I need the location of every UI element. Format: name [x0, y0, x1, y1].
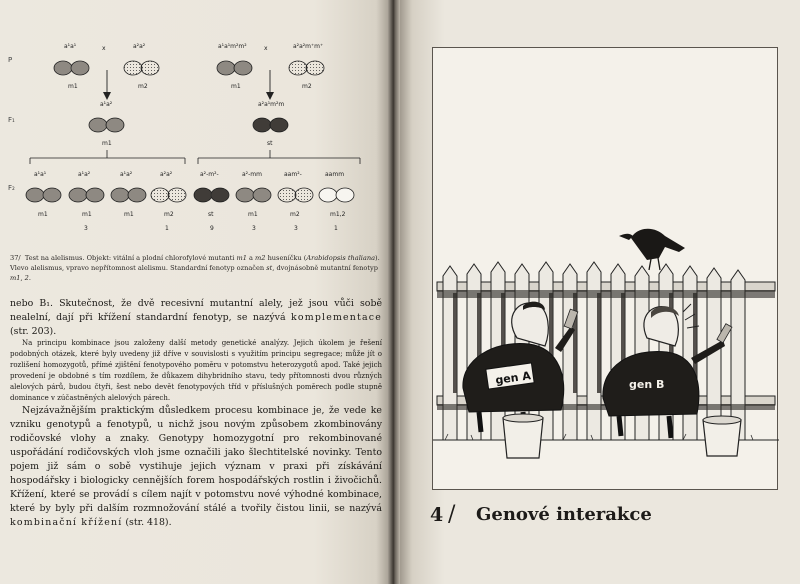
row-label-p: P [8, 56, 13, 64]
caption-m12: m1, 2 [10, 274, 29, 282]
leaf-pair-f2-2 [69, 188, 104, 202]
caption-text-1: Test na alelismus. Objekt: vitální a plodní chlorofylové mutanti [24, 254, 237, 262]
f2-right-bracket [198, 150, 360, 164]
p-right-phenotype-2: m2 [302, 83, 312, 90]
p-left-genotype-2: a²a² [133, 43, 146, 50]
left-page [0, 0, 392, 584]
f2-genotype-2: a¹a² [78, 171, 91, 178]
ratio-left-2: 1 [165, 225, 169, 232]
leaf-pair-p-right-1 [217, 61, 252, 75]
leaf-pair-f2-3 [111, 188, 146, 202]
leaf-pair-f1-left [89, 118, 124, 132]
caption-text-4: ). Vlevo alelismus, vpravo nepřítomnost alelismu. Standardní fenotyp označen [10, 254, 380, 272]
p-right-phenotype-1: m1 [231, 83, 241, 90]
label-gen-a: gen A [494, 369, 532, 387]
caption-text-2: a [246, 254, 256, 262]
f2-genotype-4: a²a² [160, 171, 173, 178]
allelism-cross-diagram [0, 30, 392, 242]
f2-left-bracket [30, 150, 185, 164]
leaf-pair-f2-7 [278, 188, 313, 202]
leaf-pair-f2-8 [319, 188, 354, 202]
f2-phenotype-3: m1 [124, 211, 134, 218]
fence [433, 262, 779, 440]
leaf-pair-p-right-2 [289, 61, 324, 75]
leaf-pair-f2-6 [236, 188, 271, 202]
para1-ref: (str. 203). [10, 326, 57, 337]
p-left-phenotype-2: m2 [138, 83, 148, 90]
caption-st: st [266, 264, 273, 272]
cross-symbol-right: x [264, 45, 268, 52]
f2-genotype-6: a²-mm [242, 171, 262, 178]
f2-genotype-8: aamm [325, 171, 345, 178]
f2-phenotype-5: st [208, 211, 214, 218]
leaf-pair-f2-5 [194, 188, 229, 202]
p-right-genotype-1: a¹a¹m²m² [218, 43, 247, 50]
leaf-pair-f2-1 [26, 188, 61, 202]
caption-m1: m1 [236, 254, 247, 262]
p-right-genotype-2: a²a²m⁺m⁺ [293, 43, 324, 50]
f2-genotype-7: aam²- [284, 171, 302, 178]
book-gutter [388, 0, 400, 584]
cross-symbol-left: x [102, 45, 106, 52]
right-page [396, 0, 800, 584]
para1-text: nebo B₁. Skutečnost, že dvě recesivní mutantní alely, jež jsou vůči sobě nealelní, dají při křížení standardní fenotyp, se nazývá [10, 298, 382, 323]
f2-phenotype-7: m2 [290, 211, 300, 218]
caption-text-6: . [28, 274, 31, 282]
ratio-right-1: 9 [210, 225, 214, 232]
para2-text: Nejzávažnějším praktickým důsledkem procesu kombinace je, že vede ke vzniku genotypů a fenotypů, u nichž jsou novým způsobem zkombinovány rodičovské vlohy a znaky. Genotypy homozygotní pro rekombinované uspořádání rodičovských vloh jsme označili jako šlechtitelské novinky. Tento pojem již sám o sobě vystihuje jejich význam v praxi při získávání hospodářsky i biologicky cennějších forem hospodářských rostlin i živočichů. Křížení, které se provádí s cílem najít v potomstvu nové výhodné kombinace, které by byly při dalším rozmnožování stálé a tvořily čistou linii, se nazývá [10, 405, 382, 514]
ratio-right-3: 3 [294, 225, 298, 232]
leaf-pair-p-left-1 [54, 61, 89, 75]
label-gen-b: gen B [629, 378, 665, 391]
fence-painters-cartoon [433, 48, 779, 491]
caption-species: Arabidopsis thaliana [306, 254, 376, 262]
f2-phenotype-6: m1 [248, 211, 258, 218]
caption-text-5: , dvojnásobně mutantní fenotyp [272, 264, 378, 272]
leaf-pair-p-left-2 [124, 61, 159, 75]
f1-right-phenotype: st [267, 140, 273, 147]
caption-text-3: huseníčku ( [265, 254, 307, 262]
f2-genotype-5: a²-m²- [200, 171, 219, 178]
ratio-right-4: 1 [334, 225, 338, 232]
term-complementation: komplementace [291, 312, 382, 323]
f1-right-genotype: a²a¹m²m [258, 101, 285, 108]
cartoon-illustration [432, 47, 778, 490]
paragraph-complementation [10, 297, 382, 339]
crow-icon [619, 229, 685, 270]
p-left-phenotype-1: m1 [68, 83, 78, 90]
caption-number: 37/ [10, 254, 21, 262]
term-combination-cross: kombinační křížení [10, 517, 123, 528]
f2-phenotype-4: m2 [164, 211, 174, 218]
f1-left-phenotype: m1 [102, 140, 112, 147]
leaf-pair-f2-4 [151, 188, 186, 202]
ratio-left-1: 3 [84, 225, 88, 232]
f2-phenotype-2: m1 [82, 211, 92, 218]
arrow-head-left [103, 92, 111, 100]
arrow-head-right [266, 92, 274, 100]
row-label-f2: F₂ [8, 184, 15, 192]
f2-genotype-1: a¹a¹ [34, 171, 47, 178]
caption-m2: m2 [255, 254, 266, 262]
row-label-f1: F₁ [8, 116, 15, 124]
ratio-right-2: 3 [252, 225, 256, 232]
chapter-title: Genové interakce [476, 504, 652, 525]
paragraph-combination [10, 404, 382, 530]
f2-phenotype-1: m1 [38, 211, 48, 218]
figure-caption [10, 253, 380, 283]
para2-ref: (str. 418). [122, 517, 172, 528]
p-left-genotype-1: a¹a¹ [64, 43, 77, 50]
paragraph-methods: Na principu kombinace jsou založeny další metody genetické analýzy. Jejich úkolem je řešení podobných otázek, které byly uvedeny již dříve v souvislosti s využitím principu segregace; může jít o rozlišení homozygotů, přímé zjištění fenotypového poměru v potomstvu heterozygotů apod. Také jejich provedení je obdobné s tím rozdílem, že důkazem dihybridního stavu, tedy přítomnosti dvou různých alelových párů, budou čtyři, šest nebo devět fenotypových tříd v příslušných poměrech podle stupně dominance v zúčastněných alelových párech. [10, 339, 382, 402]
f1-left-genotype: a¹a² [100, 101, 113, 108]
leaf-pair-f1-right [253, 118, 288, 132]
chapter-number: 4 [430, 504, 444, 526]
f2-phenotype-8: m1,2 [330, 211, 346, 218]
chapter-slash: / [448, 502, 456, 527]
f2-genotype-3: a¹a² [120, 171, 133, 178]
